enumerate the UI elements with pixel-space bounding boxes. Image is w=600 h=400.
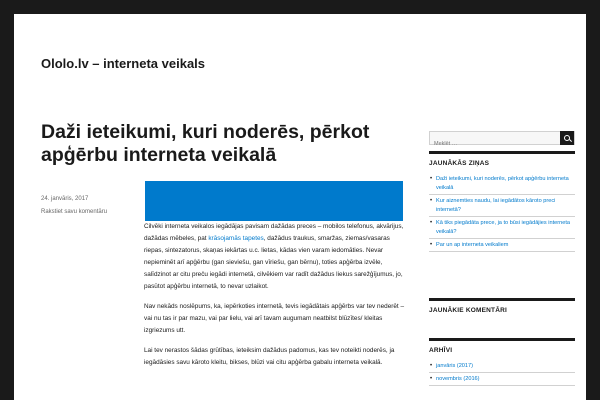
recent-post-link[interactable]: • Daži ieteikumi, kuri noderēs, pērkot apģērbu interneta veikalā [429, 173, 575, 195]
widget-title: ARHĪVI [429, 347, 453, 354]
widget-title: JAUNĀKIE KOMENTĀRI [429, 307, 507, 314]
search-form [429, 131, 575, 145]
page [14, 14, 586, 400]
archives-widget [429, 338, 575, 386]
paragraph: Nav nekāds noslēpums, ka, iepērkoties internetā, tevis iegādātais apģērbs var tev nederēt – vai nu tas ir par mazu, vai par lielu, vai arī tavam augumam neatbilst blūzītes/ kleitas izgriezums utt. [144, 303, 405, 334]
search-icon [564, 135, 570, 141]
comments-link[interactable]: Rakstiet savu komentāru [41, 209, 108, 215]
paragraph-text: Cilvēki interneta veikalos iegādājas pavisam dažādas preces – mobilos telefonus, akvārijus, dažādas mēbeles, pat [144, 223, 404, 242]
paragraph-text: , dažādus traukus, smaržas, ziemas/vasaras riepas, sintezatorus, skaņas iekārtas u.c. lietas, kādas vien varam iedomāties. Nevar nepieminēt arī apģērbu (gan sieviešu, gan vīriešu, gan bērnu), toties apģērba izvēle, salīdzinot ar citu preču iegādi internetā, cilvēkiem var radīt dažādus liekus sarežģījumus, jo, pasūtot apģērbu internetā, to nevar uzlaikot. [144, 235, 403, 290]
recent-comments-widget [429, 298, 575, 320]
paragraph: Lai tev nerastos šādas grūtības, ieteiksim dažādus padomus, kas tev noteikti noderēs, ja iegādāsies savu kāroto kleitu, bikses, blūzi vai citu apģērba gabalu interneta veikalā. [144, 347, 395, 366]
post-title[interactable]: Daži ieteikumi, kuri noderēs, pērkot apģērbu interneta veikalā [41, 121, 370, 167]
site-title[interactable]: Ololo.lv – interneta veikals [41, 56, 206, 71]
post-date[interactable]: 24. janvāris, 2017 [41, 196, 89, 202]
search-input[interactable] [430, 138, 574, 150]
widget-title: JAUNĀKĀS ZIŅAS [429, 160, 490, 167]
recent-post-link[interactable]: • Par un ap interneta veikaliem [429, 239, 575, 252]
post-featured-image [145, 181, 403, 221]
paragraph [144, 221, 406, 293]
wallpaper-link[interactable]: krāsojamās tapetes [208, 235, 264, 242]
sidebar [429, 131, 575, 382]
archive-link[interactable]: • novembris (2016) [429, 373, 575, 386]
recent-post-link[interactable]: • Kur aiznemties naudu, lai iegādātos kāroto preci internetā? [429, 195, 575, 217]
recent-posts-widget [429, 151, 575, 252]
search-button[interactable] [560, 131, 574, 145]
archive-link[interactable]: • janvāris (2017) [429, 360, 575, 373]
recent-post-link[interactable]: • Kā tiks piegādāta prece, ja to būsi iegādājies interneta veikalā? [429, 217, 575, 239]
post-content [144, 221, 406, 377]
